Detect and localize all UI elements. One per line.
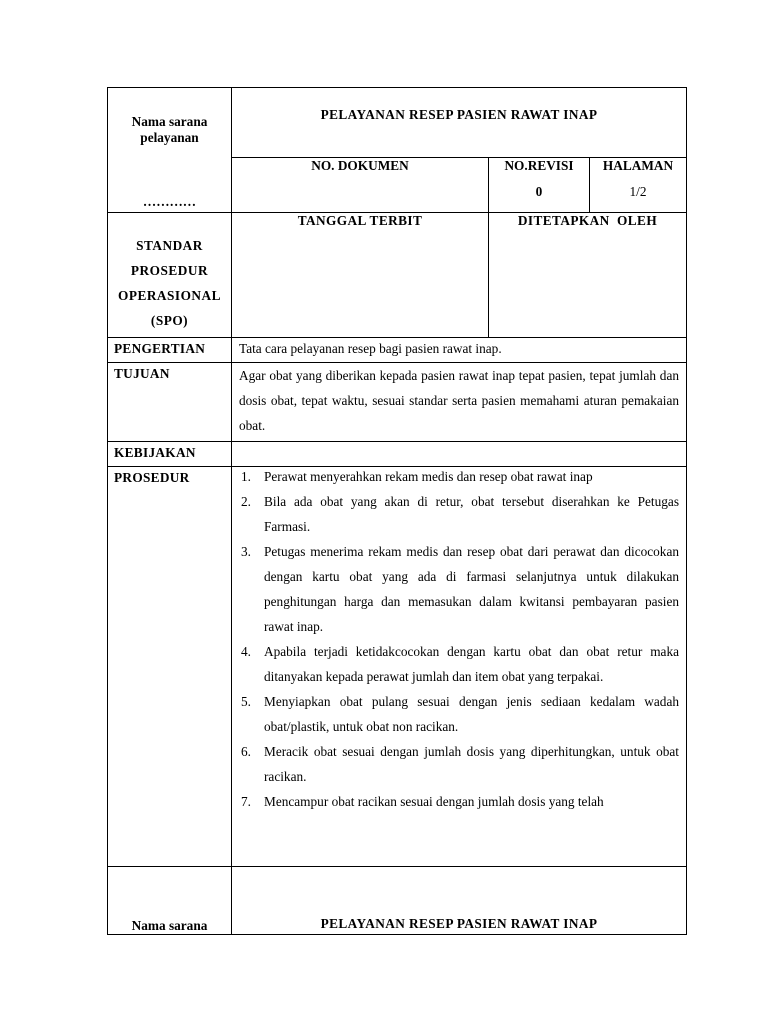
step-text: Bila ada obat yang akan di retur, obat tersebut diserahkan ke Petugas Farmasi. — [264, 494, 679, 534]
step-number: 6. — [241, 744, 251, 759]
procedure-step — [241, 539, 679, 639]
date-label: TANGGAL TERBIT — [297, 213, 423, 228]
kebijakan-label: KEBIJAKAN — [108, 442, 232, 467]
next-facility-cell — [108, 867, 232, 935]
step-text: Menyiapkan obat pulang sesuai dengan jenis sediaan kedalam wadah obat/plastik, untuk obat non racikan. — [264, 694, 679, 734]
kebijakan-text — [232, 442, 687, 467]
approved-label: DITETAPKAN OLEH — [517, 213, 658, 228]
doc-no-cell — [232, 158, 489, 213]
step-number: 4. — [241, 644, 251, 659]
facility-cell — [108, 88, 232, 213]
step-number: 2. — [241, 494, 251, 509]
spo-line-3: OPERASIONAL — [117, 288, 222, 303]
procedure-step — [241, 464, 679, 489]
step-number: 3. — [241, 544, 251, 559]
revision-label: NO.REVISI — [504, 158, 574, 173]
step-text: Petugas menerima rekam medis dan resep obat dari perawat dan dicocokan dengan kartu obat yang ada di farmasi selanjutnya untuk dilakukan penghitungan harga dan memasukan dalam kwitansi pembayaran pasien rawat inap. — [264, 544, 679, 634]
page-label: HALAMAN — [602, 158, 674, 173]
spo-line-1: STANDAR — [136, 238, 203, 253]
step-text: Meracik obat sesuai dengan jumlah dosis yang diperhitungkan, untuk obat racikan. — [264, 744, 679, 784]
page-value: 1/2 — [629, 184, 647, 199]
document-title-text: PELAYANAN RESEP PASIEN RAWAT INAP — [320, 107, 598, 122]
step-number: 1. — [241, 469, 251, 484]
tujuan-text: Agar obat yang diberikan kepada pasien rawat inap tepat pasien, tepat jumlah dan dosis obat, tepat waktu, sesuai standar serta pasien memahami aturan pemakaian obat. — [232, 363, 687, 442]
next-document-title-text: PELAYANAN RESEP PASIEN RAWAT INAP — [320, 916, 598, 931]
step-number: 5. — [241, 694, 251, 709]
step-text: Apabila terjadi ketidakcocokan dengan kartu obat dan obat retur maka ditanyakan kepada perawat jumlah dan item obat yang terpakai. — [264, 644, 679, 684]
prosedur-label: PROSEDUR — [108, 467, 232, 867]
step-text: Perawat menyerahkan rekam medis dan resep obat rawat inap — [264, 469, 593, 484]
pengertian-text: Tata cara pelayanan resep bagi pasien rawat inap. — [232, 338, 687, 363]
next-document-title — [232, 867, 687, 935]
spo-line-2: PROSEDUR — [130, 263, 209, 278]
revision-value: 0 — [535, 184, 543, 199]
tujuan-label: TUJUAN — [108, 363, 232, 442]
spo-cell — [108, 213, 232, 338]
approved-cell — [489, 213, 687, 338]
spo-line-4: (SPO) — [150, 313, 189, 328]
procedure-step — [241, 739, 679, 789]
procedure-step — [241, 639, 679, 689]
procedure-step — [241, 689, 679, 739]
spo-table — [107, 87, 687, 935]
next-facility-name: Nama sarana — [131, 918, 208, 933]
revision-cell — [489, 158, 590, 213]
page-cell — [590, 158, 687, 213]
step-text: Mencampur obat racikan sesuai dengan jumlah dosis yang telah — [264, 794, 604, 809]
facility-dots: ………… — [142, 194, 197, 209]
spo-document — [107, 87, 686, 935]
facility-name: Nama sarana pelayanan — [131, 114, 208, 145]
step-number: 7. — [241, 794, 251, 809]
doc-no-label: NO. DOKUMEN — [311, 158, 409, 173]
procedure-step — [241, 489, 679, 539]
procedure-step — [241, 789, 679, 814]
prosedur-content — [232, 467, 687, 867]
pengertian-label: PENGERTIAN — [108, 338, 232, 363]
document-title — [232, 88, 687, 158]
procedure-steps — [241, 464, 679, 814]
date-cell — [232, 213, 489, 338]
